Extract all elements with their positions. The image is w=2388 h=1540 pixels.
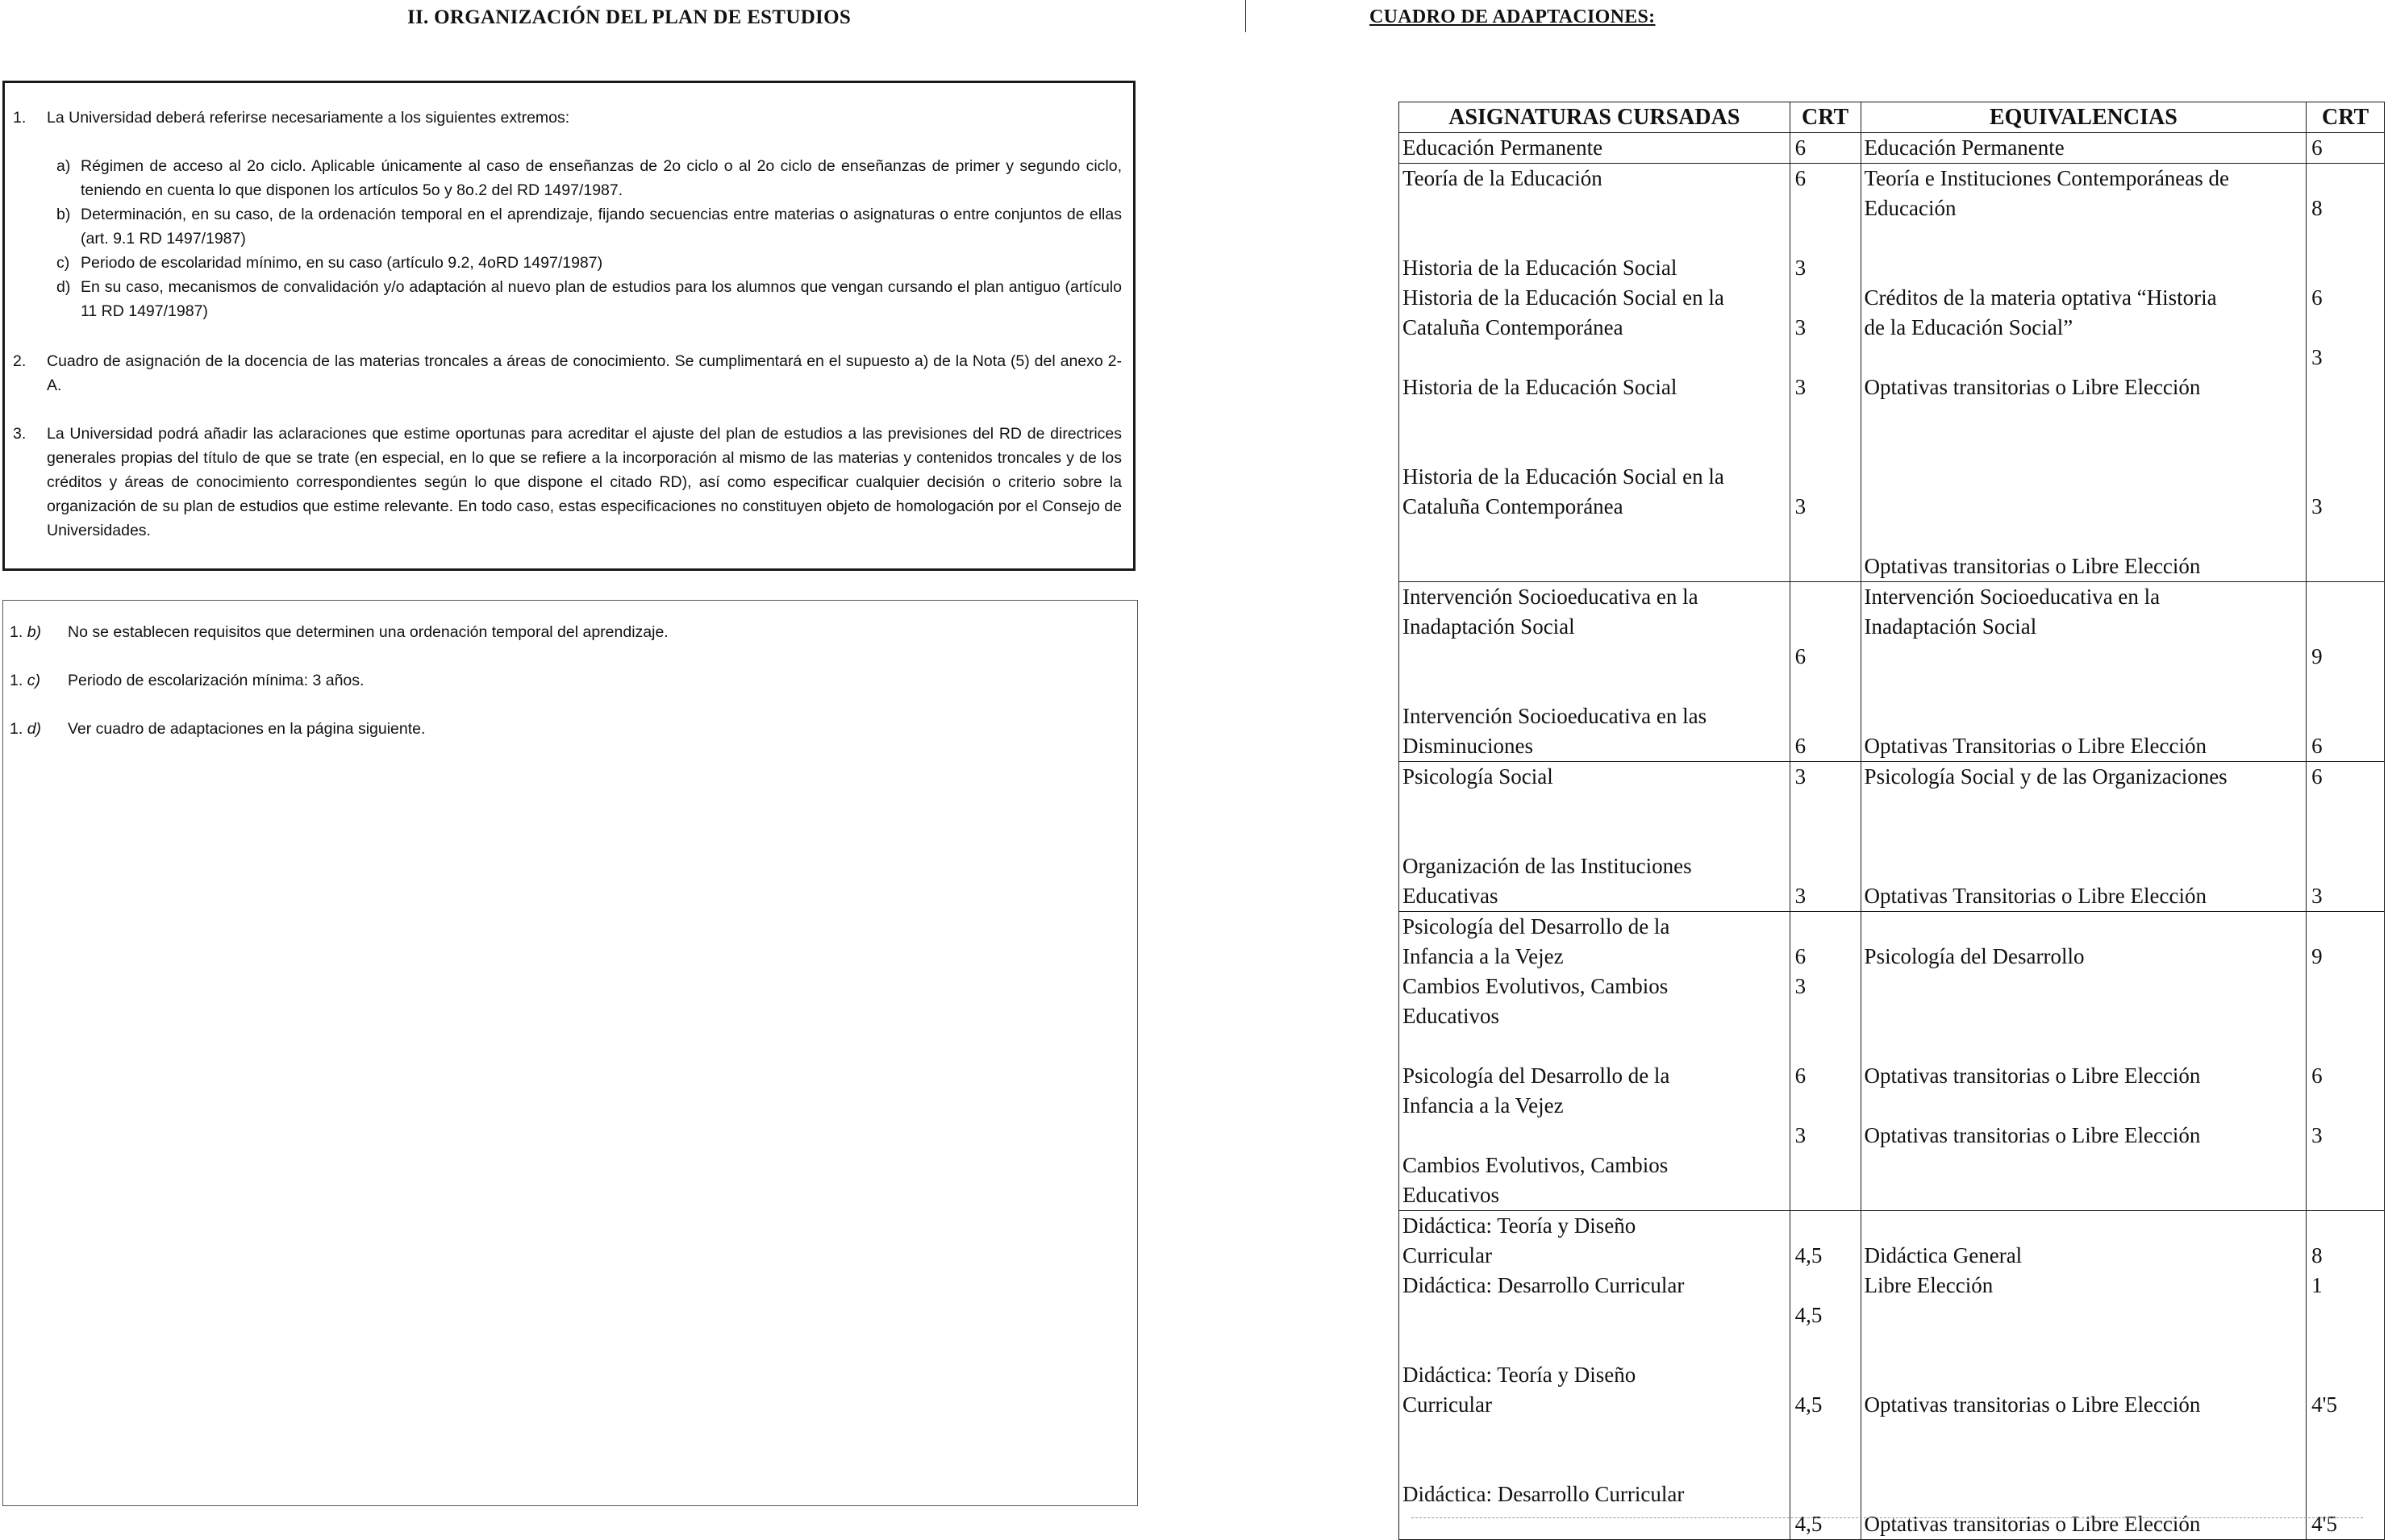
- cell-line: [1795, 1480, 1856, 1509]
- cell-line: 6: [1794, 135, 1807, 160]
- instructions-box: [2, 81, 1136, 571]
- cell-line: [2311, 1001, 2379, 1031]
- cell-line: [1402, 343, 1786, 373]
- cell-line: [1795, 1211, 1856, 1241]
- cell-line: [1402, 642, 1786, 672]
- instruction-sub-list: [45, 154, 1122, 323]
- cell-line: Optativas transitorias o Libre Elección: [1864, 1123, 2201, 1147]
- note-ref: 1. d): [10, 720, 42, 738]
- cell-line: [1402, 522, 1786, 551]
- table-cell-crt: [2307, 133, 2385, 164]
- note-ref: 1. c): [10, 672, 40, 689]
- table-cell-equivalencias: [1861, 133, 2307, 164]
- table-cell-equivalencias: [1861, 762, 2307, 912]
- cell-line: Optativas Transitorias o Libre Elección: [1864, 884, 2207, 908]
- cell-line: [1865, 1151, 2303, 1180]
- cell-line: [1865, 1450, 2303, 1480]
- cell-line: [1795, 432, 1856, 462]
- cell-line: [2311, 522, 2379, 551]
- cell-line: [1795, 822, 1856, 851]
- cell-line: [1865, 1001, 2303, 1031]
- cell-line: [1865, 1360, 2303, 1390]
- cell-line: 4,5: [1794, 1512, 1823, 1536]
- instruction-text: Cuadro de asignación de la docencia de las materias troncales a áreas de conocimiento. Se cumplimentará en el supuesto a) de la Nota (5) del anexo 2-A.: [47, 352, 1122, 394]
- cell-line: Optativas transitorias o Libre Elección: [1864, 375, 2201, 399]
- cell-line: [1865, 642, 2303, 672]
- note-text: Ver cuadro de adaptaciones en la página siguiente.: [68, 720, 426, 738]
- table-cell-cursadas: [1399, 164, 1790, 582]
- cell-line: [2311, 822, 2379, 851]
- cell-line: Optativas Transitorias o Libre Elección: [1864, 734, 2207, 758]
- cell-line: Historia de la Educación Social: [1402, 256, 1677, 280]
- cell-line: 3: [1794, 764, 1807, 789]
- cell-line: Historia de la Educación Social en la: [1402, 464, 1724, 489]
- cell-line: 1: [2311, 1273, 2323, 1297]
- cell-line: 6: [2311, 1063, 2323, 1088]
- cell-line: [2311, 1450, 2379, 1480]
- sub-item-letter: c): [56, 254, 70, 272]
- cell-line: [1795, 582, 1856, 612]
- cell-line: [1402, 1301, 1786, 1330]
- note-text: No se establecen requisitos que determinen una ordenación temporal del aprendizaje.: [68, 623, 669, 641]
- header-crt: CRT: [1790, 102, 1861, 133]
- table-row: [1399, 582, 2385, 762]
- cell-line: [1865, 1420, 2303, 1450]
- cell-line: Psicología del Desarrollo de la: [1402, 914, 1670, 939]
- cell-line: [1865, 223, 2303, 253]
- table-cell-equivalencias: [1861, 582, 2307, 762]
- cell-line: [1402, 822, 1786, 851]
- cell-line: [1795, 1001, 1856, 1031]
- cell-line: [2311, 1480, 2379, 1509]
- table-cell-cursadas: [1399, 582, 1790, 762]
- cell-line: Didáctica: Teoría y Diseño: [1402, 1213, 1636, 1238]
- header-cursadas: ASIGNATURAS CURSADAS: [1399, 102, 1790, 133]
- cell-line: Didáctica: Desarrollo Curricular: [1402, 1482, 1685, 1506]
- cell-line: Psicología del Desarrollo de la: [1402, 1063, 1670, 1088]
- cell-line: Educación Permanente: [1402, 135, 1603, 160]
- cell-line: [1865, 462, 2303, 492]
- cell-line: [1402, 1420, 1786, 1450]
- cell-line: [1865, 253, 2303, 283]
- table-cell-crt: [1790, 762, 1861, 912]
- cell-line: 8: [2311, 1243, 2323, 1267]
- cell-line: [1402, 792, 1786, 822]
- page-title: II. ORGANIZACIÓN DEL PLAN DE ESTUDIOS: [406, 6, 852, 28]
- cell-line: [1795, 701, 1856, 731]
- cell-line: [2311, 223, 2379, 253]
- cell-line: [1795, 1031, 1856, 1061]
- cell-line: [1402, 1031, 1786, 1061]
- notes-box: [2, 600, 1138, 1506]
- cell-line: Cataluña Contemporánea: [1402, 315, 1623, 339]
- adaptations-table: [1398, 102, 2385, 1540]
- cell-line: 3: [2311, 494, 2323, 518]
- cell-line: Intervención Socioeducativa en las: [1402, 704, 1707, 728]
- cell-line: Cataluña Contemporánea: [1402, 494, 1623, 518]
- cell-line: [2311, 701, 2379, 731]
- table-cell-crt: [2307, 1211, 2385, 1540]
- table-cell-crt: [2307, 164, 2385, 582]
- cell-line: [2311, 582, 2379, 612]
- sub-item-d: [45, 275, 1122, 323]
- cell-line: [1865, 792, 2303, 822]
- cell-line: [2311, 912, 2379, 942]
- instruction-number: 3.: [13, 425, 27, 443]
- table-row: [1399, 912, 2385, 1211]
- bottom-rule: [1411, 1517, 2363, 1518]
- cell-line: [1865, 822, 2303, 851]
- cell-line: 9: [2311, 944, 2323, 968]
- cell-line: [2311, 313, 2379, 343]
- cell-line: Cambios Evolutivos, Cambios: [1402, 1153, 1669, 1177]
- table-cell-crt: [1790, 133, 1861, 164]
- cell-line: [1402, 1509, 1786, 1539]
- sub-item-text: Periodo de escolaridad mínimo, en su caso (artículo 9.2, 4oRD 1497/1987): [81, 254, 603, 272]
- cell-line: [2311, 972, 2379, 1001]
- table-cell-crt: [1790, 1211, 1861, 1540]
- cell-line: [1865, 1330, 2303, 1360]
- cell-line: Curricular: [1402, 1243, 1492, 1267]
- cell-line: [1865, 402, 2303, 432]
- cell-line: Educativos: [1402, 1183, 1499, 1207]
- cell-line: Optativas transitorias o Libre Elección: [1864, 1392, 2201, 1417]
- table-cell-crt: [2307, 912, 2385, 1211]
- cell-line: [1795, 223, 1856, 253]
- cell-line: 3: [2311, 345, 2323, 369]
- cell-line: [1795, 1360, 1856, 1390]
- cell-line: [2311, 1180, 2379, 1210]
- cell-line: Intervención Socioeducativa en la: [1864, 585, 2161, 609]
- table-cell-crt: [2307, 762, 2385, 912]
- cell-line: Didáctica: Teoría y Diseño: [1402, 1363, 1636, 1387]
- cell-line: Infancia a la Vejez: [1402, 944, 1564, 968]
- cell-line: Teoría e Instituciones Contemporáneas de: [1864, 166, 2230, 190]
- table-cell-cursadas: [1399, 762, 1790, 912]
- cell-line: [2311, 792, 2379, 822]
- table-cell-equivalencias: [1861, 912, 2307, 1211]
- table-header-row: [1399, 102, 2385, 133]
- cell-line: [1865, 1091, 2303, 1121]
- note-item: [10, 720, 425, 739]
- cell-line: [1402, 223, 1786, 253]
- cell-line: [1865, 1480, 2303, 1509]
- cell-line: [2311, 462, 2379, 492]
- instruction-item-3: [13, 422, 1122, 543]
- cell-line: Didáctica: Desarrollo Curricular: [1402, 1273, 1685, 1297]
- cell-line: Psicología del Desarrollo: [1864, 944, 2085, 968]
- cell-line: 3: [1794, 315, 1807, 339]
- sub-item-letter: b): [56, 206, 71, 223]
- cell-line: [1865, 701, 2303, 731]
- cell-line: [2311, 551, 2379, 581]
- cell-line: Historia de la Educación Social en la: [1402, 285, 1724, 310]
- instruction-text: La Universidad podrá añadir las aclaraciones que estime oportunas para acreditar el ajuste del plan de estudios a las previsiones del RD de directrices generales propias del título de que se trate (en especial, en lo que se refiere a la incorporación al mismo de las materias y contenidos troncales y de los créditos y áreas de conocimiento correspondientes según lo que dispone el citado RD), así como especificar cualquier decisión o criterio sobre la organización de su plan de estudios que estime relevante. En todo caso, estas especificaciones no constituyen objeto de homologación por el Consejo de Universidades.: [47, 425, 1122, 539]
- cell-line: Optativas transitorias o Libre Elección: [1864, 554, 2201, 578]
- cell-line: 3: [1794, 884, 1807, 908]
- cell-line: [1865, 1180, 2303, 1210]
- table-cell-equivalencias: [1861, 164, 2307, 582]
- cell-line: [1865, 672, 2303, 701]
- cell-line: Inadaptación Social: [1864, 614, 2037, 639]
- cell-line: 4'5: [2311, 1512, 2338, 1536]
- cell-line: [1795, 194, 1856, 223]
- cell-line: [2311, 851, 2379, 881]
- cell-line: 4,5: [1794, 1243, 1823, 1267]
- cell-line: Organización de las Instituciones: [1402, 854, 1692, 878]
- cell-line: 6: [1794, 1063, 1807, 1088]
- cell-line: 4'5: [2311, 1392, 2338, 1417]
- table-cell-cursadas: [1399, 1211, 1790, 1540]
- instruction-number: 2.: [13, 352, 27, 370]
- cell-line: [1865, 912, 2303, 942]
- cell-line: [2311, 402, 2379, 432]
- note-item: [10, 672, 364, 690]
- cell-line: Disminuciones: [1402, 734, 1533, 758]
- table-row: [1399, 133, 2385, 164]
- table-cell-crt: [2307, 582, 2385, 762]
- cell-line: Psicología Social: [1402, 764, 1553, 789]
- instruction-item-1: [13, 106, 1122, 130]
- sub-item-text: Determinación, en su caso, de la ordenación temporal en el aprendizaje, fijando secuencias entre materias o asignaturas o entre conjuntos de ellas (art. 9.1 RD 1497/1987): [81, 206, 1122, 248]
- note-ref: 1. b): [10, 623, 42, 641]
- cell-line: [1402, 432, 1786, 462]
- cell-line: [1402, 1121, 1786, 1151]
- cell-line: 3: [1794, 494, 1807, 518]
- cell-line: 4,5: [1794, 1303, 1823, 1327]
- cell-line: [2311, 1360, 2379, 1390]
- header-equivalencias: EQUIVALENCIAS: [1861, 102, 2307, 133]
- cell-line: 3: [1794, 375, 1807, 399]
- cell-line: [1795, 1420, 1856, 1450]
- table-row: [1399, 762, 2385, 912]
- sub-item-text: En su caso, mecanismos de convalidación y/o adaptación al nuevo plan de estudios para los alumnos que vengan cursando el plan antiguo (artículo 11 RD 1497/1987): [81, 278, 1122, 320]
- instruction-item-2: [13, 349, 1122, 397]
- table-cell-crt: [1790, 164, 1861, 582]
- table-cell-crt: [1790, 582, 1861, 762]
- cell-line: 6: [2311, 135, 2323, 160]
- cell-line: 8: [2311, 196, 2323, 220]
- table-body: [1399, 133, 2385, 1540]
- cell-line: 9: [2311, 644, 2323, 668]
- table-row: [1399, 1211, 2385, 1540]
- cell-line: Psicología Social y de las Organizaciones: [1864, 764, 2228, 789]
- table-cell-cursadas: [1399, 912, 1790, 1211]
- cell-line: [1795, 462, 1856, 492]
- cell-line: [1795, 1271, 1856, 1301]
- note-text: Periodo de escolarización mínima: 3 años.: [68, 672, 365, 689]
- cell-line: Teoría de la Educación: [1402, 166, 1602, 190]
- cell-line: [2311, 1091, 2379, 1121]
- cell-line: Optativas transitorias o Libre Elección: [1864, 1512, 2201, 1536]
- cell-line: [2311, 1151, 2379, 1180]
- cell-line: [1865, 1301, 2303, 1330]
- cell-line: 6: [2311, 764, 2323, 789]
- cell-line: [1795, 792, 1856, 822]
- cell-line: [1402, 402, 1786, 432]
- table-cell-cursadas: [1399, 133, 1790, 164]
- cell-line: Didáctica General: [1864, 1243, 2023, 1267]
- cell-line: Cambios Evolutivos, Cambios: [1402, 974, 1669, 998]
- cell-line: [1795, 912, 1856, 942]
- cell-line: [1865, 851, 2303, 881]
- cell-line: 3: [1794, 256, 1807, 280]
- page-divider: [1245, 0, 1246, 32]
- cell-line: Créditos de la materia optativa “Historia: [1864, 285, 2217, 310]
- cell-line: 6: [1794, 166, 1807, 190]
- cell-line: [1795, 672, 1856, 701]
- cell-line: 6: [2311, 285, 2323, 310]
- cell-line: [1402, 672, 1786, 701]
- cell-line: 4,5: [1794, 1392, 1823, 1417]
- cell-line: [1795, 851, 1856, 881]
- cell-line: [2311, 253, 2379, 283]
- cell-line: [1865, 1211, 2303, 1241]
- cell-line: [2311, 164, 2379, 194]
- sub-item-letter: a): [56, 157, 71, 175]
- cell-line: [1795, 343, 1856, 373]
- cell-line: [1795, 402, 1856, 432]
- cell-line: Libre Elección: [1864, 1273, 1994, 1297]
- cell-line: 3: [2311, 884, 2323, 908]
- cell-line: [2311, 1211, 2379, 1241]
- cell-line: Infancia a la Vejez: [1402, 1093, 1564, 1118]
- cell-line: [1795, 612, 1856, 642]
- cell-line: Optativas transitorias o Libre Elección: [1864, 1063, 2201, 1088]
- cell-line: [2311, 432, 2379, 462]
- table-cell-crt: [1790, 912, 1861, 1211]
- note-item: [10, 623, 669, 642]
- cell-line: [1795, 1450, 1856, 1480]
- cell-line: [1402, 551, 1786, 581]
- cell-line: [1865, 1031, 2303, 1061]
- cell-line: [1795, 1151, 1856, 1180]
- cell-line: Educación: [1864, 196, 1957, 220]
- cell-line: [2311, 612, 2379, 642]
- table-cell-equivalencias: [1861, 1211, 2307, 1540]
- sub-item-letter: d): [56, 278, 71, 296]
- sub-item-b: [45, 202, 1122, 251]
- cell-line: [1865, 343, 2303, 373]
- cell-line: [1402, 194, 1786, 223]
- cell-line: 3: [1794, 974, 1807, 998]
- cell-line: [2311, 1420, 2379, 1450]
- cell-line: [1865, 432, 2303, 462]
- cell-line: [2311, 1301, 2379, 1330]
- cell-line: 3: [2311, 1123, 2323, 1147]
- cell-line: 6: [1794, 644, 1807, 668]
- cell-line: 6: [2311, 734, 2323, 758]
- cell-line: [2311, 1031, 2379, 1061]
- cell-line: Inadaptación Social: [1402, 614, 1575, 639]
- adaptations-title: CUADRO DE ADAPTACIONES:: [1369, 6, 1656, 27]
- table-row: [1399, 164, 2385, 582]
- cell-line: Educativos: [1402, 1004, 1499, 1028]
- cell-line: 3: [1794, 1123, 1807, 1147]
- cell-line: [1795, 551, 1856, 581]
- instruction-number: 1.: [13, 109, 27, 127]
- instruction-text: La Universidad deberá referirse necesariamente a los siguientes extremos:: [47, 109, 570, 127]
- cell-line: [1865, 492, 2303, 522]
- cell-line: [1865, 522, 2303, 551]
- cell-line: [1865, 972, 2303, 1001]
- cell-line: [2311, 1330, 2379, 1360]
- cell-line: 6: [1794, 944, 1807, 968]
- cell-line: Intervención Socioeducativa en la: [1402, 585, 1698, 609]
- sub-item-c: [45, 251, 1122, 275]
- sub-item-a: [45, 154, 1122, 202]
- cell-line: 6: [1794, 734, 1807, 758]
- cell-line: Educativas: [1402, 884, 1498, 908]
- cell-line: Curricular: [1402, 1392, 1492, 1417]
- sub-item-text: Régimen de acceso al 2o ciclo. Aplicable únicamente al caso de enseñanzas de 2o ciclo o al 2o ciclo de enseñanzas de primer y segundo ciclo, teniendo en cuenta lo que disponen los artículos 5o y 8o.2 del RD 1497/1987.: [81, 157, 1122, 199]
- cell-line: [1795, 1180, 1856, 1210]
- cell-line: [2311, 672, 2379, 701]
- cell-line: [1795, 1330, 1856, 1360]
- cell-line: [1795, 1091, 1856, 1121]
- cell-line: [2311, 373, 2379, 402]
- header-crt: CRT: [2307, 102, 2385, 133]
- cell-line: [1795, 522, 1856, 551]
- cell-line: [1795, 283, 1856, 313]
- cell-line: Educación Permanente: [1864, 135, 2065, 160]
- cell-line: [1402, 1450, 1786, 1480]
- cell-line: de la Educación Social”: [1864, 315, 2073, 339]
- cell-line: [1402, 1330, 1786, 1360]
- cell-line: Historia de la Educación Social: [1402, 375, 1677, 399]
